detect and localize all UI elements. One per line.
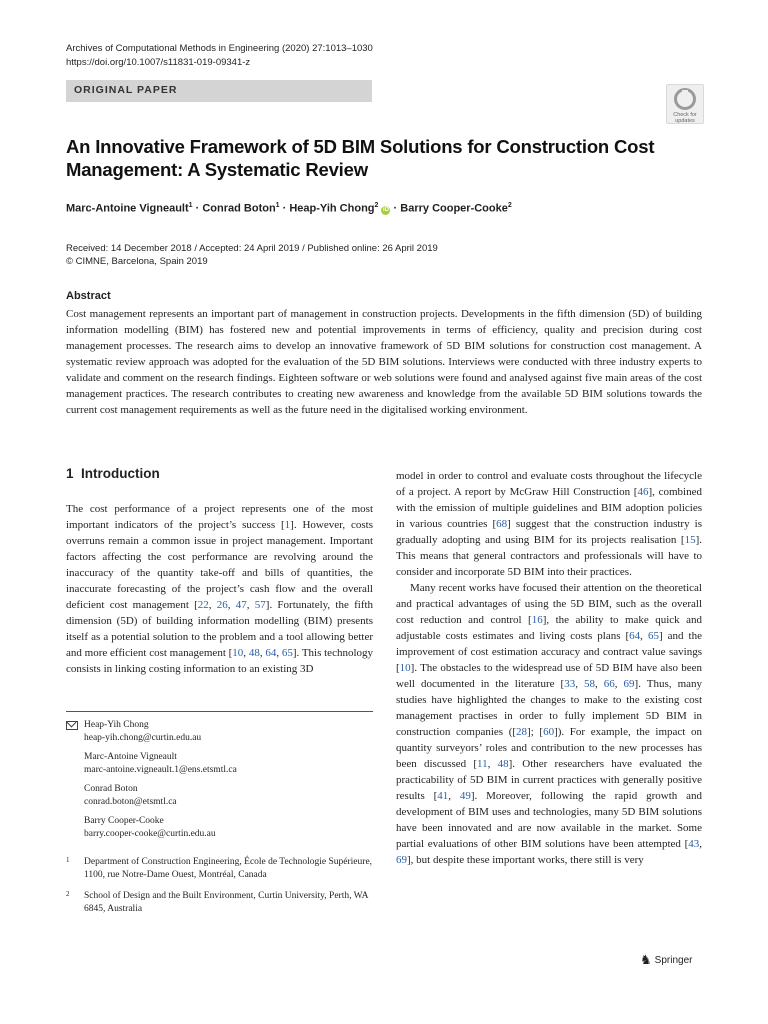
contact-entry <box>66 815 373 841</box>
affiliation-entry <box>66 890 373 916</box>
citation-link[interactable]: 65 <box>281 647 293 659</box>
citation-link[interactable]: 57 <box>254 599 266 611</box>
citation-link[interactable]: 58 <box>583 678 595 690</box>
author-name[interactable]: Heap-Yih Chong <box>289 202 375 215</box>
body-text: ]. Other researchers have evaluated the practicability of 5D BIM in current practices with generally positive results [ <box>396 758 703 802</box>
citation-link[interactable]: 41 <box>437 790 449 802</box>
section-heading <box>66 466 160 481</box>
abstract-heading: Abstract <box>66 290 111 302</box>
body-text: , <box>640 630 648 642</box>
author-name[interactable]: Conrad Boton <box>202 202 276 215</box>
body-column-right <box>396 468 702 868</box>
check-updates-line1: Check for <box>673 112 697 118</box>
journal-citation: Archives of Computational Methods in Engineering (2020) 27:1013–1030 <box>66 43 373 54</box>
citation-link[interactable]: 49 <box>459 790 471 802</box>
body-column-left <box>66 501 373 677</box>
body-text: , <box>448 790 460 802</box>
body-text: , <box>259 647 266 659</box>
affiliation-entry <box>66 856 373 882</box>
contact-name: Conrad Boton <box>84 784 138 794</box>
citation-link[interactable]: 48 <box>248 647 260 659</box>
author-affil-sup: 1 <box>275 202 280 209</box>
body-text: , <box>243 647 249 659</box>
body-text: ] and the improvement of cost estimation accuracy and contract value savings [ <box>396 630 702 674</box>
body-text: ]. Moreover, following the rapid growth and development of BIM uses and technologies, many 5D BIM solutions have been innovated and are now available in the market. Some partial evaluations of other BIM solutions have been attempted [ <box>396 790 702 850</box>
contact-entry <box>66 719 373 745</box>
body-text: ]). For example, the impact on quantity surveyors’ roles and contribution to the new processes has been discussed [ <box>396 726 702 770</box>
body-text: , <box>246 599 255 611</box>
dates-line: Received: 14 December 2018 / Accepted: 24 April 2019 / Published online: 26 April 2019 <box>66 243 438 254</box>
body-text: , <box>487 758 498 770</box>
section-title: Introduction <box>81 466 160 481</box>
citation-link[interactable]: 43 <box>688 838 700 850</box>
affiliation-text: Department of Construction Engineering, École de Technologie Supérieure, 1100, rue Notre-Dame Ouest, Montréal, Canada <box>84 857 373 880</box>
citation-link[interactable]: 60 <box>543 726 555 738</box>
body-text: model in order to control and evaluate costs throughout the lifecycle of a project. A report by McGraw Hill Construction [ <box>396 470 702 498</box>
envelope-icon <box>66 721 78 730</box>
author-name[interactable]: Barry Cooper-Cooke <box>400 202 508 215</box>
body-text: Many recent works have focused their attention on the theoretical and practical advantages of using the 5D BIM, such as the overall cost reduction and control [ <box>396 582 702 626</box>
footnote-divider <box>66 711 373 712</box>
body-text: ]. This means that general contractors and professionals will have to consider and incorporate 5D BIM into their practices. <box>396 534 702 578</box>
body-text: , <box>208 599 217 611</box>
contact-entry <box>66 783 373 809</box>
body-text: The cost performance of a project represents one of the most important indicators of the project’s success [ <box>66 503 373 531</box>
update-ring-icon <box>674 88 696 110</box>
article-type-banner <box>66 80 372 102</box>
doi-link[interactable]: https://doi.org/10.1007/s11831-019-09341-z <box>66 57 251 68</box>
contact-email[interactable]: barry.cooper-cooke@curtin.edu.au <box>84 829 216 839</box>
citation-link[interactable]: 26 <box>216 599 228 611</box>
body-text: ]. This technology consists in linking costing information to an existing 3D <box>66 647 374 675</box>
body-text: ]. Fortunately, the fifth dimension (5D) of building information modelling (BIM) presents itself as a potential solution to the problem and a tool allowing better and more efficient cost management [ <box>66 599 374 659</box>
article-type-label: ORIGINAL PAPER <box>74 84 178 96</box>
body-text: ]; [ <box>527 726 544 738</box>
affiliation-number: 1 <box>66 856 70 864</box>
citation-link[interactable]: 69 <box>396 854 407 866</box>
contact-email[interactable]: heap-yih.chong@curtin.edu.au <box>84 733 202 743</box>
affiliation-number: 2 <box>66 890 70 898</box>
citation-link[interactable]: 46 <box>637 486 649 498</box>
body-text: , <box>699 838 702 850</box>
affiliation-text: School of Design and the Built Environment, Curtin University, Perth, WA 6845, Australia <box>84 891 368 914</box>
body-text: , <box>594 678 604 690</box>
citation-link[interactable]: 68 <box>496 518 508 530</box>
abstract-text: Cost management represents an important part of management in construction projects. Developments in the fifth dimension (5D) of building information modelling (BIM) has fostered new and potential improvements in terms of efficiency, quality and precision during cost management processes. The research aims to develop an innovative framework of 5D BIM solutions for construction cost management. A systematic review approach was adopted for the evaluation of the 5D BIM solutions. Interviews were conducted with three industry experts to validate and comment on the research findings. Eighteen software or web solutions were found and analysed against five main areas of the cost management practices. The research contributes to creating new awareness and knowledge from the available 5D BIM solutions towards the current cost management requirements as well as the future need in the digitalised working environment. <box>66 308 702 416</box>
check-for-updates-icon[interactable] <box>666 84 704 124</box>
body-text: ], but despite these important works, there still is very <box>407 854 644 866</box>
body-text: , <box>227 599 236 611</box>
citation-link[interactable]: 48 <box>497 758 509 770</box>
citation-link[interactable]: 64 <box>629 630 641 642</box>
author-list: Marc-Antoine Vigneault$^1$ · Conrad Boton$^1$ · Heap-Yih Chong$^2$ iD · Barry Cooper-Cooke$^2$ <box>66 202 512 215</box>
citation-link[interactable]: 28 <box>516 726 528 738</box>
author-affil-sup: 2 <box>507 202 512 209</box>
citation-link[interactable]: 1 <box>284 519 291 531</box>
journal-header <box>66 42 373 70</box>
paragraph <box>396 468 702 580</box>
body-text: , <box>575 678 584 690</box>
author-affil-sup: 1 <box>188 202 193 209</box>
publisher-footer <box>640 952 692 968</box>
citation-link[interactable]: 47 <box>235 599 247 611</box>
publisher-name: Springer <box>654 955 693 966</box>
citation-link[interactable]: 65 <box>647 630 659 642</box>
copyright-line: © CIMNE, Barcelona, Spain 2019 <box>66 256 208 267</box>
paragraph <box>396 580 702 868</box>
citation-link[interactable]: 15 <box>684 534 696 546</box>
contact-name: Heap-Yih Chong <box>84 720 149 730</box>
body-text: , <box>276 647 282 659</box>
paper-title: An Innovative Framework of 5D BIM Solutions for Construction Cost Management: A Systematic Review <box>66 136 655 180</box>
contact-email[interactable]: marc-antoine.vigneault.1@ens.etsmtl.ca <box>84 765 237 775</box>
citation-link[interactable]: 66 <box>603 678 615 690</box>
contact-name: Marc-Antoine Vigneault <box>84 752 177 762</box>
contact-entry <box>66 751 373 777</box>
citation-link[interactable]: 64 <box>265 647 277 659</box>
affiliations <box>66 856 373 924</box>
citation-link[interactable]: 10 <box>399 662 411 674</box>
body-text: ], the ability to make quick and adjustable costs estimates and living costs plans [ <box>396 614 702 642</box>
author-affil-sup: 2 <box>374 202 379 209</box>
contact-email[interactable]: conrad.boton@etsmtl.ca <box>84 797 177 807</box>
publication-dates <box>66 242 438 268</box>
body-text: ]. The obstacles to the widespread use of 5D BIM have also been well documented in the literature [ <box>396 662 702 690</box>
citation-link[interactable]: 22 <box>197 599 209 611</box>
orcid-icon[interactable]: iD <box>382 206 389 213</box>
contact-name: Barry Cooper-Cooke <box>84 816 164 826</box>
check-updates-line2: updates <box>675 118 695 124</box>
author-name[interactable]: Marc-Antoine Vigneault <box>66 202 189 215</box>
citation-link[interactable]: 11 <box>477 758 488 770</box>
body-text: ]. Thus, many studies have highlighted the changes to make to the existing cost management practises in order to fully implement 5D BIM in construction companies ([ <box>396 678 703 738</box>
body-text: ]. However, costs overruns remain a common issue in project management. Important factors affecting the cost performance are revolving around the inaccuracy of the quantity take-off and bills of quantities, the inaccurate forecasting of the project’s cash flow and the overall deficient cost management [ <box>66 519 374 611</box>
springer-horse-icon: ♞ <box>640 952 652 967</box>
citation-link[interactable]: 10 <box>232 647 244 659</box>
body-text: , <box>614 678 624 690</box>
citation-link[interactable]: 69 <box>623 678 635 690</box>
author-contacts <box>66 719 373 847</box>
body-text: ] suggest that the construction industry is gradually adopting and using BIM for its projects realisation [ <box>396 518 702 546</box>
body-text: ], combined with the emission of multiple guidelines and BIM adoption policies in various countries [ <box>396 486 702 530</box>
citation-link[interactable]: 33 <box>564 678 576 690</box>
citation-link[interactable]: 16 <box>531 614 543 626</box>
section-number: 1 <box>66 466 74 481</box>
